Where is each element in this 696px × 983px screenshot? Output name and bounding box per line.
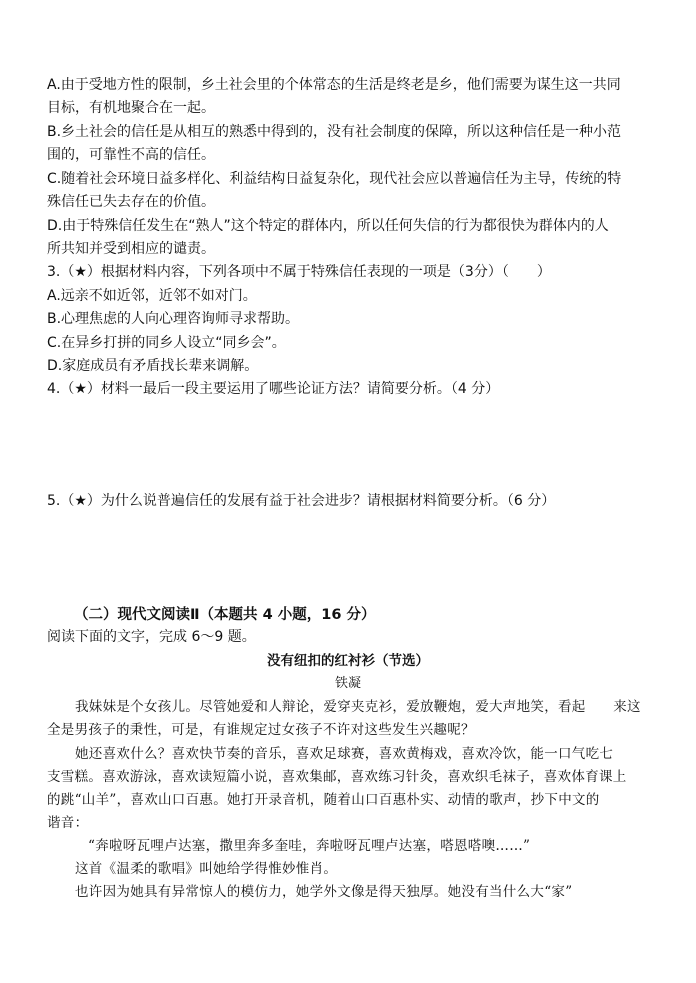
passage-author: 铁凝 [334,676,361,691]
paragraph-1-line1: 我妹妹是个女孩儿。尽管她爱和人辩论，爱穿夹克衫，爱放鞭炮，爱大声地笑，看起 来这 [75,699,641,715]
q2-option-b-line1: B.乡土社会的信任是从相互的熟悉中得到的，没有社会制度的保障，所以这种信任是一种小范 [47,124,622,140]
passage-title: 没有纽扣的红衬衫（节选） [267,653,429,669]
section-heading: （二）现代文阅读Ⅱ（本题共 4 小题，16 分） [74,607,376,623]
q2-option-d-line2: 所共知并受到相应的谴责。 [47,241,215,257]
q2-option-a-line2: 目标，有机地聚合在一起。 [47,100,215,116]
q3-option-c: C.在异乡打拼的同乡人设立“同乡会”。 [47,335,286,351]
paragraph-1-line2: 全是男孩子的秉性，可是，有谁规定过女孩子不许对这些发生兴趣呢？ [47,722,475,738]
q2-option-c-line2: 殊信任已失去存在的价值。 [47,194,215,210]
q2-option-a-line1: A.由于受地方性的限制，乡土社会里的个体常态的生活是终老是乡，他们需要为谋生这一共同 [47,77,621,93]
paragraph-3: 这首《温柔的歌唱》叫她给学得惟妙惟肖。 [75,861,338,877]
q2-option-c-line1: C.随着社会环境日益多样化、利益结构日益复杂化，现代社会应以普遍信任为主导，传统的特 [47,171,622,187]
q4-stem: 4.（★）材料一最后一段主要运用了哪些论证方法？请简要分析。（4 分） [47,381,500,397]
section-instruction: 阅读下面的文字，完成 6～9 题。 [47,629,256,645]
q3-option-a: A.远亲不如近邻，近邻不如对门。 [47,288,257,304]
paragraph-4-line1: 也许因为她具有异常惊人的模仿力，她学外文像是得天独厚。她没有当什么大“家” [75,884,573,900]
paragraph-2-line2: 支雪糕。喜欢游泳，喜欢读短篇小说，喜欢集邮，喜欢练习针灸，喜欢织毛袜子，喜欢体育课上 [47,769,627,785]
q3-option-d: D.家庭成员有矛盾找长辈来调解。 [47,358,259,374]
q3-stem: 3.（★）根据材料内容，下列各项中不属于特殊信任表现的一项是（3分）（ ） [47,264,551,280]
q2-option-b-line2: 围的，可靠性不高的信任。 [47,147,215,163]
paragraph-2-line3: 的跳“山羊”，喜欢山口百惠。她打开录音机，随着山口百惠朴实、动情的歌声，抄下中文的 [47,792,600,808]
song-lyrics: “奔啦呀瓦哩卢达塞，撒里奔多奎哇，奔啦呀瓦哩卢达塞，嗒恩嗒噢……” [88,838,531,854]
paragraph-2-line4: 谐音： [47,815,89,831]
q2-option-d-line1: D.由于特殊信任发生在“熟人”这个特定的群体内，所以任何失信的行为都很快为群体内的人 [47,218,609,234]
q3-option-b: B.心理焦虑的人向心理咨询师寻求帮助。 [47,311,300,327]
q5-stem: 5.（★）为什么说普遍信任的发展有益于社会进步？请根据材料简要分析。（6 分） [47,493,556,509]
paragraph-2-line1: 她还喜欢什么？喜欢快节奏的音乐，喜欢足球赛，喜欢黄梅戏，喜欢冷饮，能一口气吃七 [75,746,614,762]
